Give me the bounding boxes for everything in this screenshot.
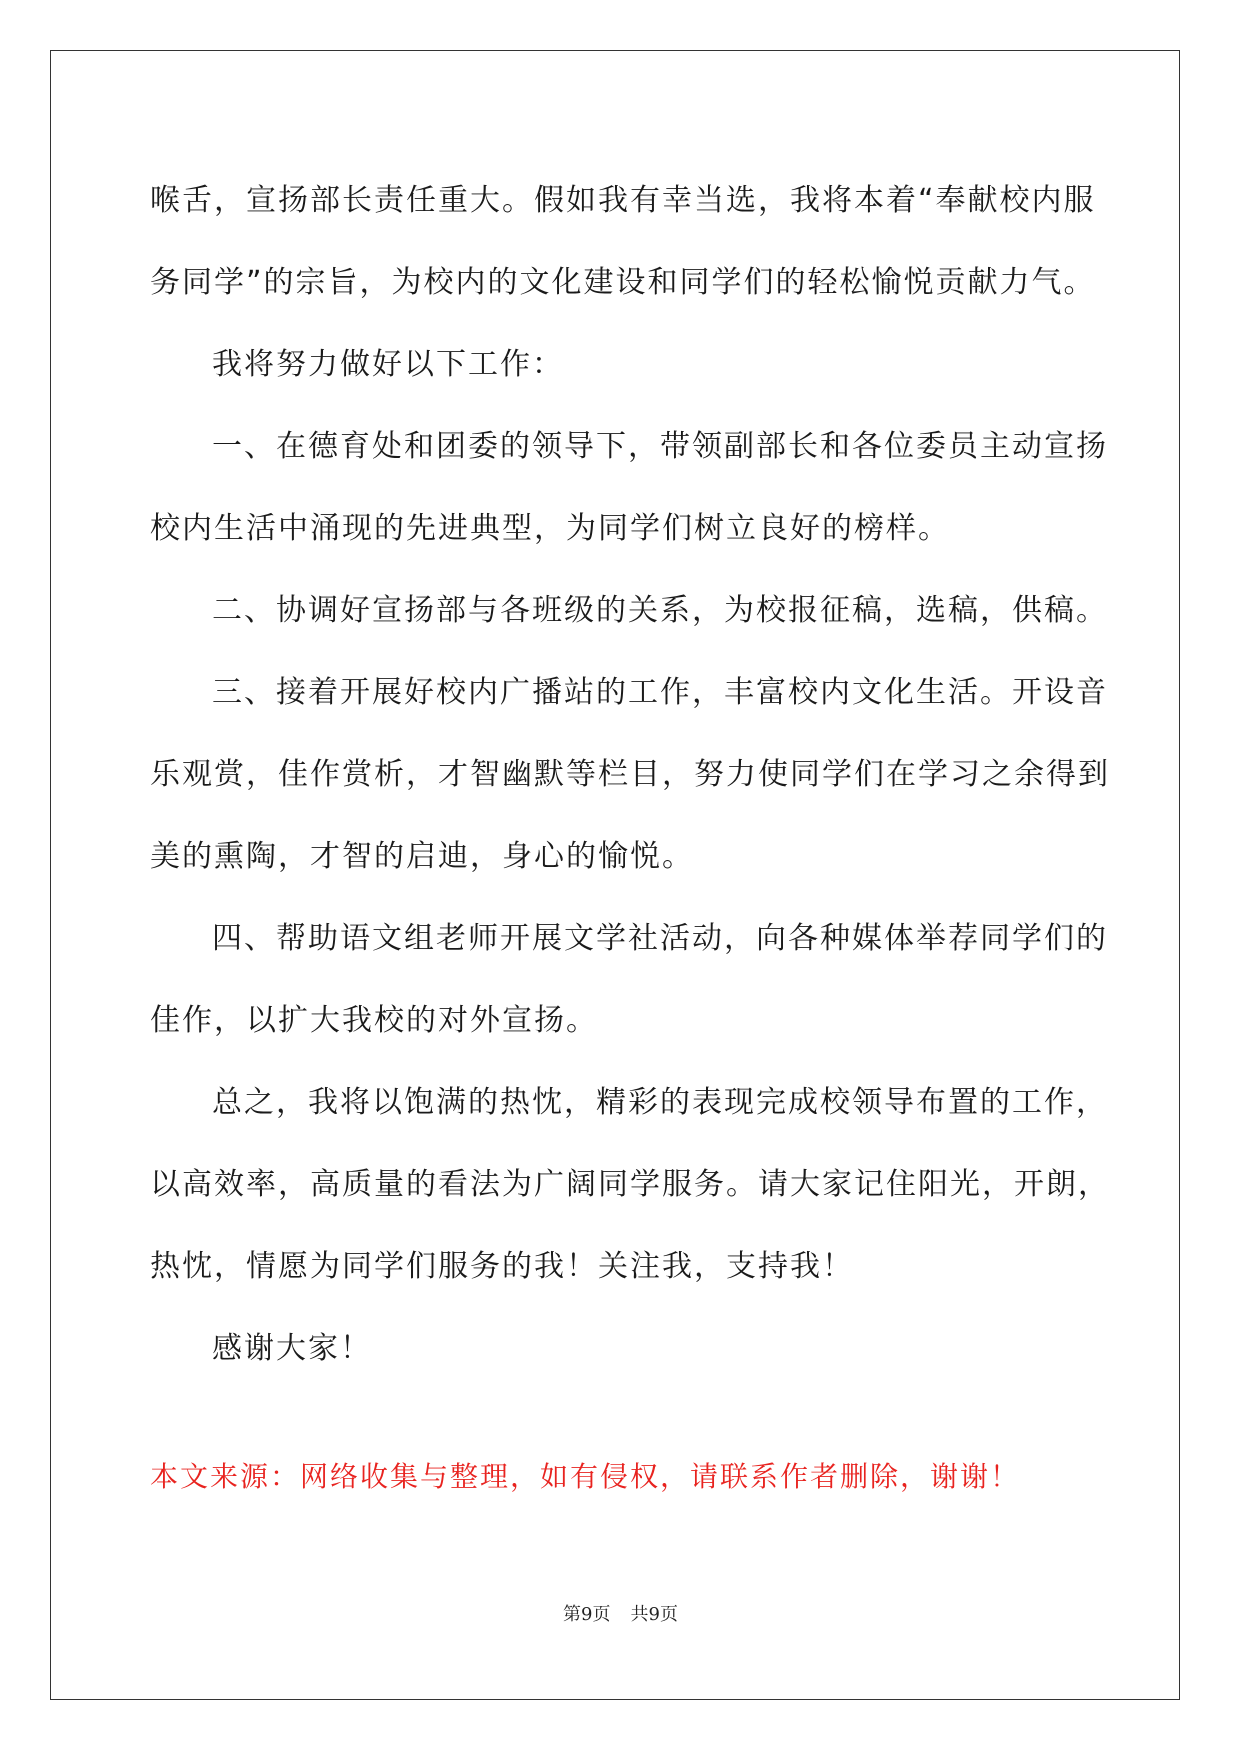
body-line: 一、在德育处和团委的领导下，带领副部长和各位委员主动宣扬 bbox=[212, 429, 1108, 464]
body-line: 二、协调好宣扬部与各班级的关系，为校报征稿，选稿，供稿。 bbox=[212, 593, 1108, 628]
body-line: 三、接着开展好校内广播站的工作，丰富校内文化生活。开设音 bbox=[212, 675, 1108, 710]
page-total: 共9页 bbox=[630, 1604, 678, 1625]
body-line: 热忱，情愿为同学们服务的我！关注我，支持我！ bbox=[150, 1249, 854, 1284]
page-footer bbox=[0, 1600, 1241, 1626]
body-line: 喉舌，宣扬部长责任重大。假如我有幸当选，我将本着“奉献校内服 bbox=[150, 183, 1096, 218]
document-body bbox=[150, 160, 1110, 1390]
body-line: 乐观赏，佳作赏析，才智幽默等栏目，努力使同学们在学习之余得到 bbox=[150, 757, 1110, 792]
page-number: 第9页 bbox=[563, 1604, 611, 1625]
body-line: 校内生活中涌现的先进典型，为同学们树立良好的榜样。 bbox=[150, 511, 950, 546]
body-line: 佳作，以扩大我校的对外宣扬。 bbox=[150, 1003, 598, 1038]
body-line: 务同学”的宗旨，为校内的文化建设和同学们的轻松愉悦贡献力气。 bbox=[150, 265, 1096, 300]
body-line: 美的熏陶，才智的启迪，身心的愉悦。 bbox=[150, 839, 694, 874]
body-line: 总之，我将以饱满的热忱，精彩的表现完成校领导布置的工作， bbox=[212, 1085, 1108, 1120]
body-line: 感谢大家！ bbox=[212, 1331, 372, 1366]
body-line: 四、帮助语文组老师开展文学社活动，向各种媒体举荐同学们的 bbox=[212, 921, 1108, 956]
source-notice: 本文来源：网络收集与整理，如有侵权，请联系作者删除，谢谢！ bbox=[150, 1460, 1021, 1493]
body-line: 以高效率，高质量的看法为广阔同学服务。请大家记住阳光，开朗， bbox=[150, 1167, 1110, 1202]
body-line: 我将努力做好以下工作： bbox=[212, 347, 564, 382]
